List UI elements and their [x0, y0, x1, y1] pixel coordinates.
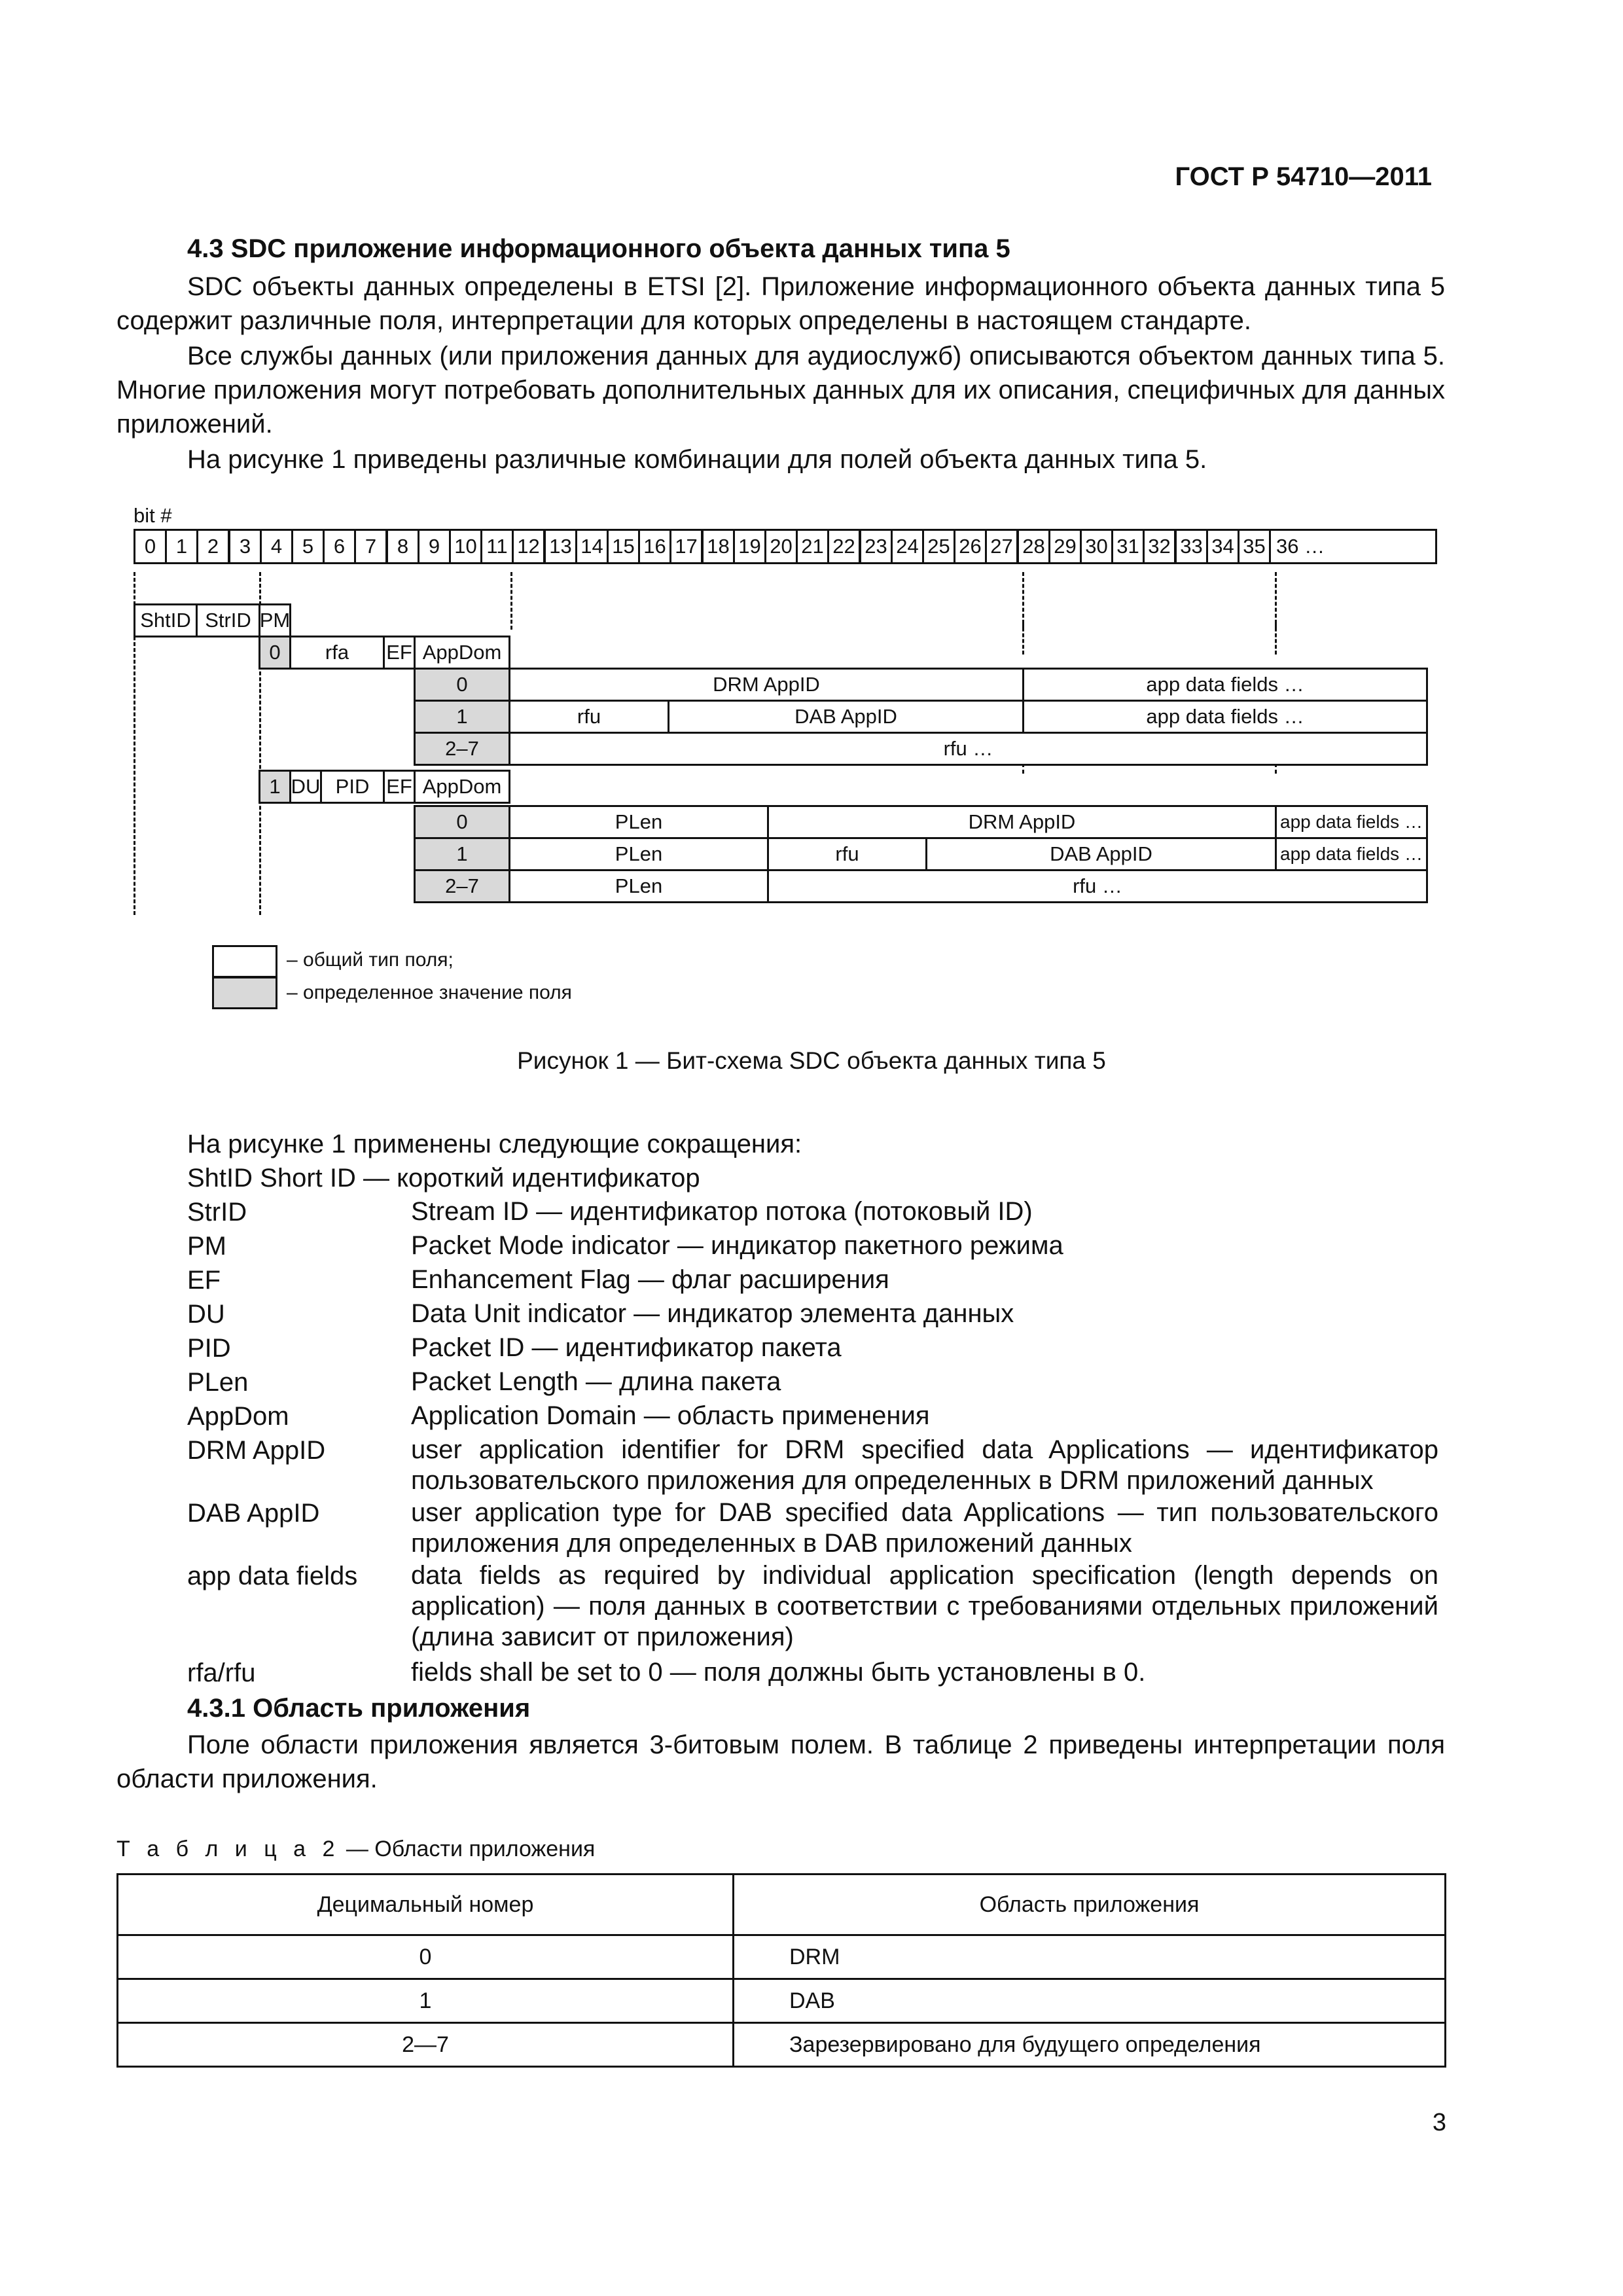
appdom-field: AppDom — [414, 770, 510, 804]
rfu-field: rfu … — [508, 732, 1428, 766]
appdom-field: AppDom — [414, 636, 510, 670]
drm-appid-field: DRM AppID — [508, 668, 1024, 702]
app-data-fields: app data fields … — [1022, 700, 1428, 734]
legend-general-text: – общий тип поля; — [287, 949, 454, 971]
abbrev-value: Packet ID — идентификатор пакета — [411, 1333, 842, 1362]
document-id: ГОСТ Р 54710—2011 — [1175, 162, 1432, 191]
table-cell: 0 — [118, 1935, 734, 1979]
abbrev-key: rfa/rfu — [187, 1659, 256, 1687]
abbrev-key: DRM AppID — [187, 1436, 326, 1465]
table-header: Область приложения — [734, 1874, 1446, 1935]
bit-number-cell: 6 — [323, 529, 356, 564]
abbrev-intro: На рисунке 1 применены следующие сокращения: — [187, 1130, 802, 1158]
abbrev-value: Packet Length — длина пакета — [411, 1367, 781, 1396]
shtid-field: ShtID — [134, 603, 198, 637]
pid-field: PID — [320, 770, 385, 804]
bit-number-cell: 32 — [1143, 529, 1176, 564]
abbrev-value: Packet Mode indicator — индикатор пакетного режима — [411, 1231, 1063, 1260]
bit-number-cell: 34 — [1206, 529, 1240, 564]
dab-appid-field: DAB AppID — [668, 700, 1024, 734]
bit-number-cell: 28 — [1017, 529, 1050, 564]
bit-number-cell: 14 — [575, 529, 609, 564]
ef-field: EF — [383, 770, 416, 804]
app-data-fields: app data fields … — [1275, 837, 1428, 871]
app-data-fields: app data fields … — [1275, 805, 1428, 839]
table-header: Децимальный номер — [118, 1874, 734, 1935]
table-title-text: — Области приложения — [340, 1837, 596, 1861]
bit-number-cell: 25 — [922, 529, 955, 564]
bit-number-cell: 29 — [1048, 529, 1082, 564]
bit-number-cell: 23 — [859, 529, 893, 564]
abbrev-key: EF — [187, 1266, 221, 1295]
rfu-field: rfu — [767, 837, 927, 871]
abbrev-value: Stream ID — идентификатор потока (потоковый ID) — [411, 1197, 1033, 1226]
bit-number-cell: 35 — [1238, 529, 1271, 564]
bit-number-cell: 22 — [827, 529, 861, 564]
bit-number-cell: 20 — [764, 529, 798, 564]
abbrev-value: Enhancement Flag — флаг расширения — [411, 1265, 889, 1294]
abbrev-first: ShtID Short ID — короткий идентификатор — [187, 1164, 700, 1193]
legend-swatch-general — [212, 945, 277, 978]
subsection-paragraph: Поле области приложения является 3-битовым полем. В таблице 2 приведены интерпретации поля области приложения. — [116, 1731, 1445, 1793]
rfu-field: rfu … — [767, 869, 1428, 903]
appdom-value: 0 — [414, 805, 510, 839]
drm-appid-field: DRM AppID — [767, 805, 1277, 839]
abbrev-key: StrID — [187, 1198, 247, 1227]
pm-value-0: 0 — [259, 636, 291, 670]
table-cell: 1 — [118, 1979, 734, 2023]
bit-label: bit # — [134, 504, 172, 527]
abbrev-key: AppDom — [187, 1402, 289, 1431]
pm-value-1: 1 — [259, 770, 291, 804]
abbrev-value: user application type for DAB specified data Applications — тип пользовательского приложения для определенных в DAB приложений данных — [411, 1498, 1438, 1558]
table-cell: Зарезервировано для будущего определения — [734, 2023, 1446, 2067]
bit-number-cell: 17 — [669, 529, 703, 564]
bit-number-cell: 19 — [733, 529, 766, 564]
table-row — [118, 1979, 1446, 2023]
du-field: DU — [289, 770, 322, 804]
guide-line — [1275, 572, 1277, 630]
bit-number-cell: 30 — [1080, 529, 1113, 564]
section-title: 4.3 SDC приложение информационного объекта данных типа 5 — [187, 234, 1010, 263]
strid-field: StrID — [196, 603, 260, 637]
abbrev-value: Application Domain — область применения — [411, 1401, 930, 1430]
ef-field: EF — [383, 636, 416, 670]
bit-number-cell: 4 — [260, 529, 293, 564]
bit-number-cell: 11 — [480, 529, 514, 564]
bit-number-cell: 26 — [954, 529, 987, 564]
table-row — [118, 1935, 1446, 1979]
table-label: Т а б л и ц а 2 — [116, 1837, 340, 1861]
bit-number-cell: 5 — [291, 529, 325, 564]
appdom-value: 1 — [414, 837, 510, 871]
legend-swatch-defined — [212, 977, 277, 1009]
pm-field: PM — [259, 603, 291, 637]
table-cell: 2—7 — [118, 2023, 734, 2067]
bit-number-cell: 9 — [418, 529, 451, 564]
bit-number-cell: 7 — [354, 529, 387, 564]
bit-number-cell: 36 … — [1269, 529, 1437, 564]
rfu-field: rfu — [508, 700, 669, 734]
bit-number-cell: 10 — [449, 529, 482, 564]
bit-number-cell: 27 — [985, 529, 1018, 564]
domains-table — [116, 1873, 1446, 2068]
guide-line — [1275, 622, 1277, 655]
abbrev-value: data fields as required by individual application specification (length depends on application) — поля данных в соответствии с требованиями отдельных приложений (длина зависит от приложения) — [411, 1561, 1438, 1651]
plen-field: PLen — [508, 805, 769, 839]
appdom-value: 1 — [414, 700, 510, 734]
bit-number-cell: 21 — [796, 529, 829, 564]
bit-number-cell: 15 — [607, 529, 640, 564]
figure-caption: Рисунок 1 — Бит-схема SDC объекта данных типа 5 — [517, 1047, 1106, 1074]
bit-number-cell: 8 — [386, 529, 419, 564]
table-title — [116, 1837, 595, 1862]
legend-defined-text: – определенное значение поля — [287, 982, 572, 1003]
app-data-fields: app data fields … — [1022, 668, 1428, 702]
abbrev-key: app data fields — [187, 1562, 358, 1590]
bit-number-cell: 33 — [1175, 529, 1208, 564]
bit-number-cell: 24 — [891, 529, 924, 564]
bit-number-cell: 16 — [638, 529, 671, 564]
abbrev-key: PM — [187, 1232, 226, 1261]
abbrev-key: DU — [187, 1300, 225, 1329]
page-number: 3 — [1432, 2109, 1446, 2136]
abbrev-value: fields shall be set to 0 — поля должны быть установлены в 0. — [411, 1658, 1146, 1687]
paragraph-1: SDC объекты данных определены в ETSI [2]. Приложение информационного объекта данных типа 5 содержит различные поля, интерпретации для которых определены в настоящем стандарте. — [116, 272, 1445, 335]
bit-number-cell: 18 — [702, 529, 735, 564]
abbrev-key: DAB AppID — [187, 1499, 320, 1528]
abbrev-key: PLen — [187, 1368, 249, 1397]
bit-number-cell: 1 — [165, 529, 198, 564]
bit-number-cell: 0 — [134, 529, 167, 564]
abbrev-value: Data Unit indicator — индикатор элемента данных — [411, 1299, 1014, 1328]
bit-diagram — [124, 504, 1446, 1014]
guide-line — [1022, 572, 1024, 630]
bit-number-cell: 13 — [544, 529, 577, 564]
rfa-field: rfa — [289, 636, 385, 670]
appdom-value: 2–7 — [414, 869, 510, 903]
table-cell: DAB — [734, 1979, 1446, 2023]
plen-field: PLen — [508, 869, 769, 903]
table-cell: DRM — [734, 1935, 1446, 1979]
table-header-row — [118, 1874, 1446, 1935]
appdom-value: 0 — [414, 668, 510, 702]
guide-line — [1022, 622, 1024, 655]
bit-number-cell: 2 — [196, 529, 230, 564]
abbrev-value: user application identifier for DRM specified data Applications — идентификатор пользовательского приложения для определенных в DRM приложений данных — [411, 1435, 1438, 1495]
paragraph-2: Все службы данных (или приложения данных для аудиослужб) описываются объектом данных типа 5. Многие приложения могут потребовать дополнительных данных для их описания, специфичных для данных приложений. — [116, 342, 1445, 439]
guide-line — [510, 572, 512, 630]
bit-number-cell: 12 — [512, 529, 545, 564]
appdom-value: 2–7 — [414, 732, 510, 766]
table-row — [118, 2023, 1446, 2067]
subsection-title: 4.3.1 Область приложения — [187, 1694, 531, 1723]
dab-appid-field: DAB AppID — [925, 837, 1277, 871]
plen-field: PLen — [508, 837, 769, 871]
bit-number-cell: 31 — [1111, 529, 1145, 564]
bit-number-cell: 3 — [228, 529, 262, 564]
abbrev-key: PID — [187, 1334, 231, 1363]
paragraph-3: На рисунке 1 приведены различные комбинации для полей объекта данных типа 5. — [187, 445, 1207, 474]
